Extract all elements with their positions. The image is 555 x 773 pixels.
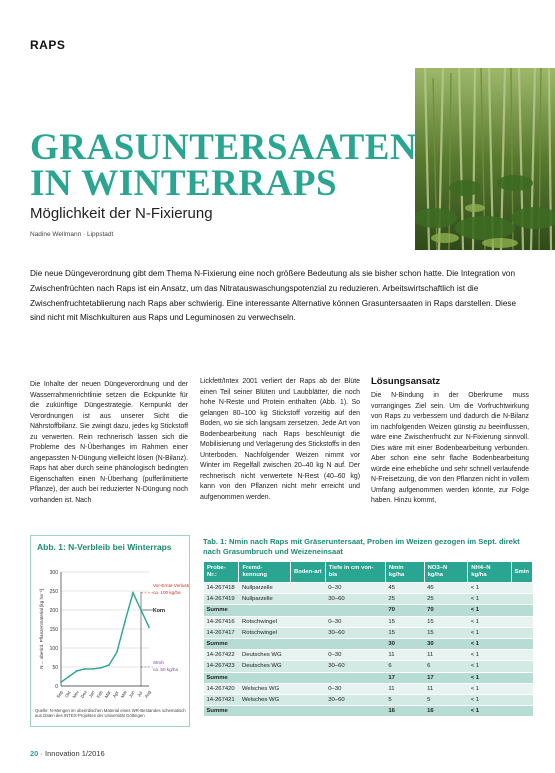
table-row	[204, 661, 533, 672]
table-cell	[511, 683, 532, 694]
x-tick-label: Feb	[95, 689, 104, 699]
x-tick-label: Mär	[103, 689, 112, 699]
y-axis-label: N ... oberird. Pflanzenmaterial [kg ha⁻¹]	[39, 589, 44, 669]
figure-1-box	[30, 535, 190, 727]
body-column-2: Lickfett/Intex 2001 verliert der Raps ab der Blüte einen Teil seiner Blüten und Laubblätter, die noch hohe N-Reste und Protein enthalten (Abb. 1). So gelangen 80–100 kg Stickstoff vorzeitig auf den Boden, wo sie sich langsam zersetzen. Jede Art von Bodenbearbeitung nach Raps beschleunigt die Mobilisierung und Verlagerung des Stickstoffs in den Unterboden. Nachfolgender Weizen nimmt vor Winter im Regelfall zwischen 20–40 kg N auf. Der rechnerisch nicht verwertete N-Rest (40–60 kg) kann von den Pflanzen nicht mehr erreicht und aufgenommen werden.	[200, 378, 360, 501]
table-header-cell: Tiefe in cm von-bis	[325, 562, 385, 583]
table-cell: < 1	[468, 672, 511, 683]
table-row	[204, 694, 533, 705]
table-header-cell: Boden-art	[290, 562, 325, 583]
table-header-cell: Nmin kg/ha	[385, 562, 424, 583]
table-cell	[290, 605, 325, 616]
data-point	[76, 670, 78, 672]
data-point	[108, 664, 110, 666]
table-cell: 14-267422	[204, 650, 239, 661]
table-cell: 15	[385, 627, 424, 638]
table-header-cell: NO3–N kg/ha	[424, 562, 468, 583]
x-tick-label: Dez	[79, 689, 88, 699]
chart-svg	[31, 536, 189, 726]
table-cell: 11	[424, 683, 468, 694]
table-header-cell: Probe-Nr.:	[204, 562, 239, 583]
data-point	[116, 651, 118, 653]
table-cell: 16	[385, 706, 424, 717]
table-cell: 15	[424, 616, 468, 627]
chart-annotation: Vor-Ernte-Verluste	[153, 582, 189, 588]
table-cell: 30–60	[325, 627, 385, 638]
table-cell	[511, 627, 532, 638]
table-cell: 0–30	[325, 683, 385, 694]
x-tick-label: Jul	[136, 690, 144, 698]
x-tick-label: Okt	[63, 690, 72, 699]
table-sum-row	[204, 706, 533, 717]
page-number: 20	[30, 749, 39, 758]
table-cell: 14-267420	[204, 683, 239, 694]
y-tick-label: 50	[52, 665, 58, 671]
table-header-cell: Fremd-kennung	[239, 562, 290, 583]
article-title	[30, 127, 418, 204]
author-line: Nadine Wellmann · Lippstadt	[30, 231, 114, 238]
table-cell: 16	[424, 706, 468, 717]
table-row	[204, 650, 533, 661]
table-cell: 14-267419	[204, 594, 239, 605]
chart-annotation: Stroh	[153, 660, 164, 665]
section-heading-loesungsansatz: Lösungsansatz	[371, 376, 441, 387]
y-tick-label: 0	[55, 684, 58, 690]
chart-annotation: ca. 50 kg/ha	[153, 667, 179, 672]
table-cell: < 1	[468, 661, 511, 672]
data-point	[60, 681, 62, 683]
table-body	[204, 583, 533, 717]
table-cell	[239, 706, 290, 717]
table-cell	[290, 706, 325, 717]
table-cell: 14-267416	[204, 616, 239, 627]
table-cell: 70	[385, 605, 424, 616]
table-cell: 5	[385, 694, 424, 705]
data-point	[92, 668, 94, 670]
table-cell: < 1	[468, 638, 511, 649]
table-row	[204, 583, 533, 594]
table-cell	[290, 583, 325, 594]
nmin-table	[203, 561, 533, 717]
table-cell: 6	[385, 661, 424, 672]
table-cell: 30	[385, 638, 424, 649]
table-cell: < 1	[468, 594, 511, 605]
body-column-3: Die N-Bindung in der Oberkrume muss vorranginges Ziel sein. Um die Vorfruchtwirkung von Raps zu verbessern und dadurch die N-Bilanz im nachfolgenden Weizen günstig zu beeinflussen, wäre eine Zwischenfrucht zur N-Fixierung sinnvoll. Dies wäre mit einer Bodenbearbeitung verbunden. Aber schon eine sehr flache Bodenbearbeitung würde eine erhebliche und sehr schnell verlaufende N-Freisetzung, die von den Pflanzen nicht in vollem Umfang aufgenommen werden könnte, zur Folge haben. Hinzu kommt,	[371, 392, 529, 504]
table-cell: 25	[424, 594, 468, 605]
table-cell	[511, 661, 532, 672]
table-cell: Summe	[204, 672, 239, 683]
table-cell	[511, 594, 532, 605]
data-point	[124, 621, 126, 623]
table-cell	[290, 594, 325, 605]
table-cell: 17	[385, 672, 424, 683]
table-cell	[290, 683, 325, 694]
table-cell	[239, 638, 290, 649]
data-point	[132, 592, 134, 594]
table-row	[204, 683, 533, 694]
table-cell	[511, 694, 532, 705]
table-cell: 0–30	[325, 650, 385, 661]
table-cell: < 1	[468, 616, 511, 627]
data-point	[140, 609, 142, 611]
table-cell	[290, 661, 325, 672]
table-cell: 17	[424, 672, 468, 683]
title-line-1: GRASUNTERSAATEN	[30, 127, 418, 168]
table-cell: Nullparzelle	[239, 583, 290, 594]
table-sum-row	[204, 672, 533, 683]
table-cell	[290, 616, 325, 627]
table-cell	[511, 650, 532, 661]
table-cell: 30–60	[325, 594, 385, 605]
table-cell: 15	[424, 627, 468, 638]
page-footer: 20 · Innovation 1/2016	[30, 749, 105, 758]
table-cell	[511, 605, 532, 616]
table-cell: 15	[385, 616, 424, 627]
x-tick-label: Nov	[71, 689, 80, 699]
chart-annotation: Korn	[153, 608, 166, 614]
table-row	[204, 616, 533, 627]
table-cell	[290, 650, 325, 661]
table-cell: Deutsches WG	[239, 661, 290, 672]
table-cell: < 1	[468, 694, 511, 705]
chart-source: Quelle: N-Mengen im oberirdischen Material eines WR-Bestandes schematisch aus Daten des INTEX-Projektes der Universität Göttingen	[35, 708, 186, 718]
table-cell: 14-267421	[204, 694, 239, 705]
y-tick-label: 100	[49, 646, 58, 652]
table-cell: < 1	[468, 650, 511, 661]
chart-annotation: ca. 100 kg/ha	[153, 589, 181, 595]
table-cell: 45	[424, 583, 468, 594]
table-cell	[511, 638, 532, 649]
table-cell	[239, 672, 290, 683]
table-cell	[325, 605, 385, 616]
table-cell: Welsches WG	[239, 683, 290, 694]
table-sum-row	[204, 605, 533, 616]
table-cell: 0–30	[325, 616, 385, 627]
title-line-2: IN WINTERRAPS	[30, 163, 338, 204]
table-sum-row	[204, 638, 533, 649]
body-column-1: Die Inhalte der neuen Düngeverordnung und der Wasserrahmenrichtlinie setzen die Eckpunkte für die zukünftige Düngestrategie. Kernpunkt der Verordnungen ist aus unserer Sicht die Nährstoffbilanz. Sie zwingt dazu, jedes kg Stickstoff zu verwerten. Rein rechnerisch lassen sich die Probleme des N-Überhanges im Rahmen einer angepassten N-Düngung vielleicht lösen (N-Bilanz). Raps hat aber durch seine phänologisch bedingten Eigenschaften einen N-Überhang (pufferlimitierte Pflanze), der auch bei reduzierter N-Düngung noch vorhanden ist. Nach	[30, 381, 188, 504]
table-header-cell: NH4–N kg/ha	[468, 562, 511, 583]
table-cell: 25	[385, 594, 424, 605]
table-cell: Welsches WG	[239, 694, 290, 705]
table-cell: 14-267423	[204, 661, 239, 672]
table-cell: Summe	[204, 706, 239, 717]
table-cell: < 1	[468, 605, 511, 616]
table-cell: 5	[424, 694, 468, 705]
y-tick-label: 250	[49, 589, 58, 595]
table-cell	[325, 706, 385, 717]
article-subtitle: Möglichkeit der N-Fixierung	[30, 205, 213, 222]
table-cell: Rotschwingel	[239, 616, 290, 627]
table-cell: 45	[385, 583, 424, 594]
table-cell	[290, 672, 325, 683]
y-tick-label: 200	[49, 608, 58, 614]
field-photo	[415, 68, 555, 250]
lead-paragraph: Die neue Düngeverordnung gibt dem Thema N-Fixierung eine noch größere Bedeutung als sie bisher schon hatte. Die Integration von Zwischenfrüchten nach Raps ist ein Ansatz, um das Nitratauswaschungspotenzial zu reduzieren. Arbeitswirtschaftlich ist die Zwischenfruchtetablierung nach Raps aber schwierig. Eine interessante Alternative können Grasuntersaaten in Raps darstellen. Diese sind nicht mit Mischkulturen aus Raps und Leguminosen zu verwechseln.	[30, 269, 517, 323]
table-cell: 11	[385, 683, 424, 694]
table-cell: 11	[424, 650, 468, 661]
table-cell: Summe	[204, 638, 239, 649]
x-tick-label: Apr	[111, 690, 120, 699]
table-cell: < 1	[468, 627, 511, 638]
table-cell: 0–30	[325, 583, 385, 594]
table-cell: 14-267417	[204, 627, 239, 638]
x-tick-label: Mai	[119, 689, 128, 699]
table-cell: 30	[424, 638, 468, 649]
x-tick-label: Jun	[127, 689, 136, 699]
table-row	[204, 627, 533, 638]
table-cell	[290, 694, 325, 705]
table-cell: < 1	[468, 706, 511, 717]
table-header-row	[204, 562, 533, 583]
table-cell: 6	[424, 661, 468, 672]
table-cell: 11	[385, 650, 424, 661]
x-tick-label: Sep	[55, 689, 64, 699]
data-point	[84, 668, 86, 670]
table-cell: 30–60	[325, 661, 385, 672]
table-cell	[325, 638, 385, 649]
table-cell: Rotschwingel	[239, 627, 290, 638]
data-point	[68, 676, 70, 678]
table-cell	[511, 672, 532, 683]
table-cell: < 1	[468, 683, 511, 694]
table-cell: Summe	[204, 605, 239, 616]
data-point	[148, 626, 150, 628]
table-cell: 14-267418	[204, 583, 239, 594]
y-tick-label: 150	[49, 627, 58, 633]
table-cell: Nullparzelle	[239, 594, 290, 605]
chart-title: Abb. 1: N-Verbleib bei Winterraps	[37, 542, 172, 552]
series-line	[61, 593, 149, 682]
table-cell	[511, 616, 532, 627]
table-row	[204, 594, 533, 605]
table-cell	[290, 638, 325, 649]
data-point	[100, 667, 102, 669]
table-header-cell: Smin	[511, 562, 532, 583]
table-cell: 30–60	[325, 694, 385, 705]
table-cell	[511, 706, 532, 717]
table-cell	[511, 583, 532, 594]
table-cell	[325, 672, 385, 683]
table-cell: < 1	[468, 583, 511, 594]
issue-label: Innovation 1/2016	[45, 749, 105, 758]
table-cell	[290, 627, 325, 638]
y-tick-label: 300	[49, 570, 58, 576]
table-title: Tab. 1: Nmin nach Raps mit Gräseruntersaat, Proben im Weizen gezogen im Sept. direkt nach Grasumbruch und Weizeneinsaat	[203, 537, 520, 556]
x-tick-label: Aug	[143, 689, 152, 699]
x-tick-label: Jan	[87, 689, 96, 699]
table-cell: 70	[424, 605, 468, 616]
section-label: RAPS	[30, 38, 66, 52]
table-cell	[239, 605, 290, 616]
table-cell: Deutsches WG	[239, 650, 290, 661]
